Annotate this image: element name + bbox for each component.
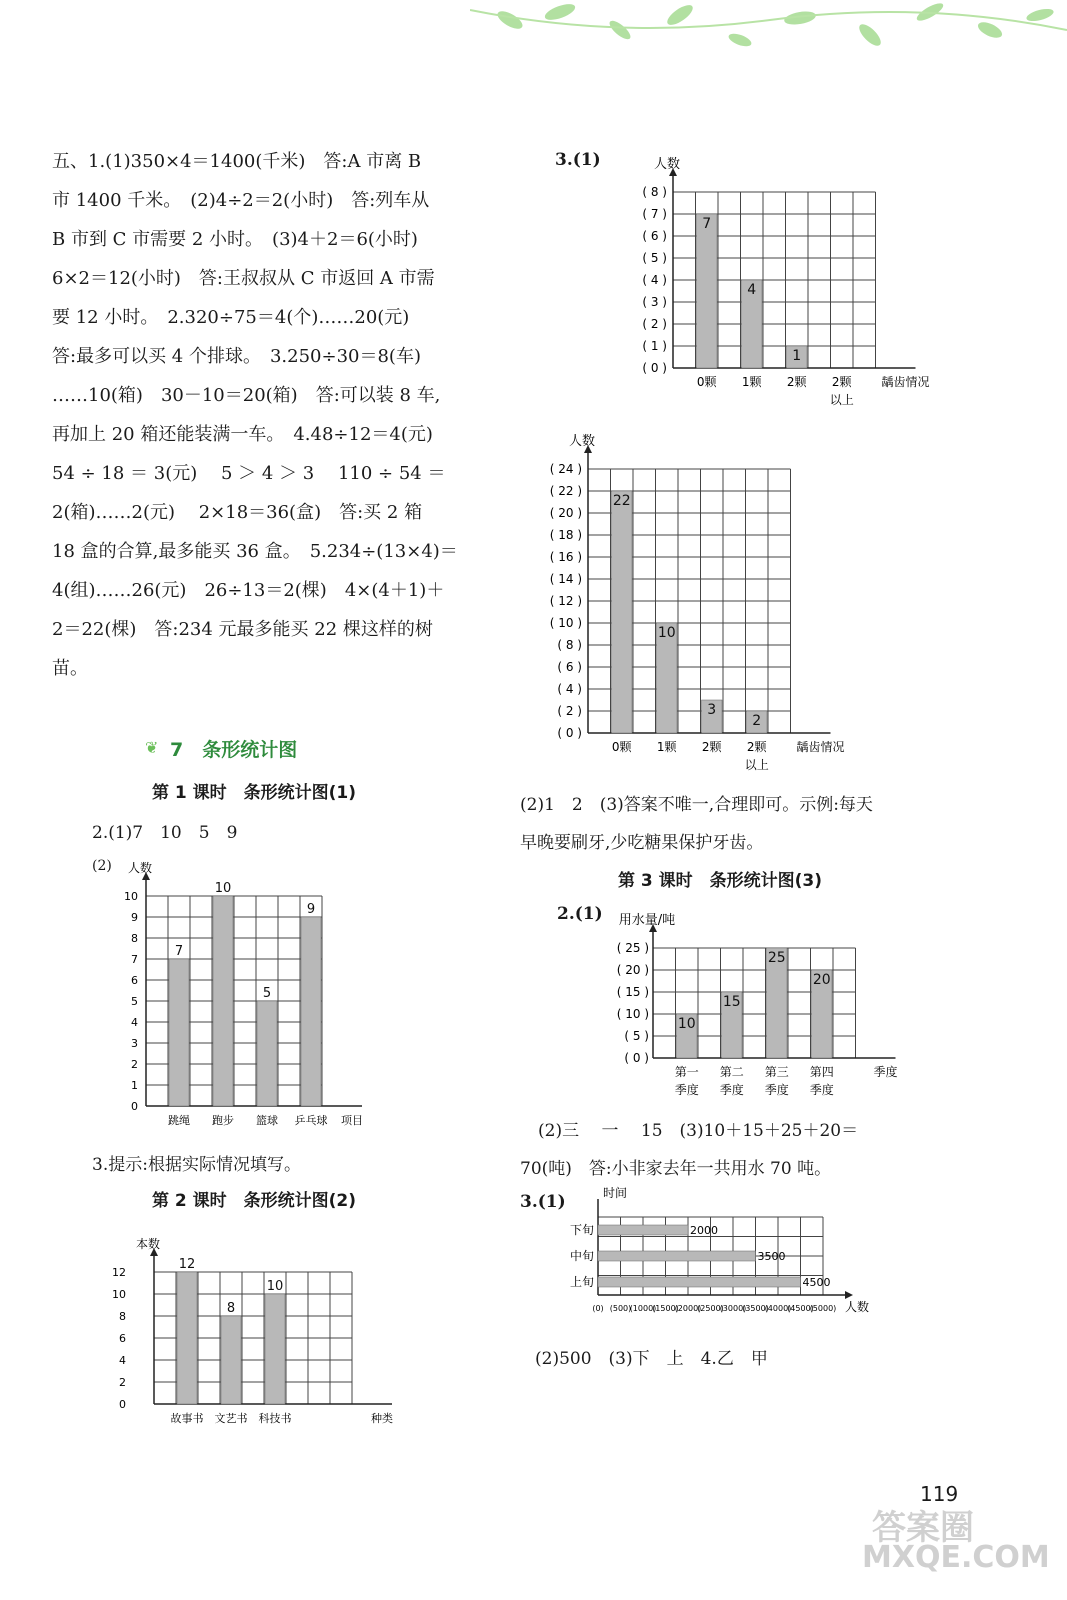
bar-value-label: 25 xyxy=(767,950,786,966)
y-tick-label: ( 5 ) xyxy=(624,1029,649,1043)
y-tick-label: 10 xyxy=(112,1288,126,1301)
answer-line: 答:最多可以买 4 个排球。 3.250÷30＝8(车) xyxy=(52,346,421,367)
bar xyxy=(213,896,233,1106)
answer-line: 市 1400 千米。 (2)4÷2＝2(小时) 答:列车从 xyxy=(52,190,430,211)
x-category-label: 第四 xyxy=(809,1065,834,1079)
y-axis-label: 时间 xyxy=(603,1186,628,1200)
answer-line: 4(组)……26(元) 26÷13＝2(棵) 4×(4＋1)＋ xyxy=(52,580,445,601)
bar xyxy=(612,491,633,733)
x-category-label: 2颗 xyxy=(701,740,722,754)
y-tick-label: ( 6 ) xyxy=(557,660,582,674)
x-category-label: 第一 xyxy=(674,1065,699,1079)
x-tick-label: (1500) xyxy=(652,1304,679,1313)
x-category-label: 季度 xyxy=(719,1083,744,1097)
bar xyxy=(598,1277,801,1287)
chart-visitors xyxy=(560,1186,890,1330)
bar xyxy=(598,1251,756,1261)
answer-line: 再加上 20 箱还能装满一车。 4.48÷12＝4(元) xyxy=(52,424,433,445)
answer-line: 2＝22(棵) 答:234 元最多能买 22 棵这样的树 xyxy=(52,619,433,640)
x-category-label: 故事书 xyxy=(170,1412,204,1425)
y-tick-label: ( 8 ) xyxy=(557,638,582,652)
x-tick-label: (5000) xyxy=(809,1304,837,1313)
answer-line: ……10(箱) 30－10＝20(箱) 答:可以装 8 车, xyxy=(52,385,441,406)
answer-line: 五、1.(1)350×4＝1400(千米) 答:A 市离 B xyxy=(52,151,422,172)
lesson1-q2-1: 2.(1)7 10 5 9 xyxy=(92,823,238,843)
bar-value-label: 4500 xyxy=(802,1276,831,1289)
y-tick-label: 4 xyxy=(131,1016,138,1029)
bar-value-label: 4 xyxy=(747,282,757,298)
y-tick-label: ( 10 ) xyxy=(549,616,582,630)
bar-value-label: 3500 xyxy=(757,1250,786,1263)
y-tick-label: ( 14 ) xyxy=(549,572,582,586)
bar-value-label: 10 xyxy=(266,1279,284,1294)
section-name: 条形统计图 xyxy=(202,739,298,761)
bar xyxy=(177,1272,197,1404)
watermark-logo: 答案圈 xyxy=(872,1508,974,1548)
x-tick-label: (4000) xyxy=(764,1304,792,1313)
lesson3-q2-ans2: 70(吨) 答:小非家去年一共用水 70 吨。 xyxy=(520,1159,832,1179)
lesson3-title: 第 3 课时 条形统计图(3) xyxy=(618,871,823,891)
y-tick-label: 8 xyxy=(131,932,138,945)
x-tick-label: (500) xyxy=(609,1304,632,1313)
bar xyxy=(265,1294,285,1404)
section-number: 7 xyxy=(170,739,184,761)
x-category-label: 季度 xyxy=(674,1083,699,1097)
x-axis-label: 龋齿情况 xyxy=(881,375,930,389)
right-answer-2b: 早晚要刷牙,少吃糖果保护牙齿。 xyxy=(520,833,764,853)
y-axis-label: 用水量/吨 xyxy=(618,913,676,928)
answer-line: 苗。 xyxy=(52,658,88,679)
watermark-url: MXQE.COM xyxy=(862,1540,1050,1575)
answer-line: 18 盒的合算,最多能买 36 盒。 5.234÷(13×4)＝ xyxy=(52,541,458,562)
y-tick-label: ( 7 ) xyxy=(642,207,667,221)
bar-value-label: 10 xyxy=(214,881,232,896)
chart-teeth-small xyxy=(615,148,955,413)
bar xyxy=(301,917,321,1106)
x-category-label: 文艺书 xyxy=(214,1412,248,1425)
bar-value-label: 3 xyxy=(707,702,717,718)
bar-value-label: 7 xyxy=(174,944,184,959)
answer-line: 要 12 小时。 2.320÷75＝4(个)……20(元) xyxy=(52,307,410,328)
y-tick-label: ( 3 ) xyxy=(642,295,667,309)
lesson1-q2-2-label: (2) xyxy=(92,858,112,874)
y-category-label: 下旬 xyxy=(569,1223,594,1237)
y-tick-label: 8 xyxy=(119,1310,126,1323)
y-tick-label: ( 10 ) xyxy=(616,1007,649,1021)
x-category-label: 跑步 xyxy=(212,1114,234,1127)
bar-value-label: 10 xyxy=(657,625,676,641)
y-tick-label: ( 4 ) xyxy=(557,682,582,696)
bar-value-label: 2000 xyxy=(690,1224,718,1237)
bar-value-label: 9 xyxy=(306,902,316,917)
y-tick-label: 2 xyxy=(119,1376,126,1389)
chart-water xyxy=(605,900,915,1105)
y-tick-label: 3 xyxy=(131,1037,138,1050)
x-category-label: 跳绳 xyxy=(168,1114,190,1127)
y-tick-label: 9 xyxy=(131,911,138,924)
x-tick-label: (4500) xyxy=(787,1304,814,1313)
y-axis-label: 人数 xyxy=(568,434,596,449)
x-axis-label: 人数 xyxy=(845,1300,870,1314)
right-q3-1-label: 3.(1) xyxy=(555,150,601,170)
answer-line: 6×2＝12(小时) 答:王叔叔从 C 市返回 A 市需 xyxy=(52,268,435,289)
chart-books xyxy=(92,1224,393,1434)
y-category-label: 上旬 xyxy=(569,1275,594,1289)
answer-line: 54 ÷ 18 ＝ 3(元) 5 ＞ 4 ＞ 3 110 ÷ 54 ＝ xyxy=(52,463,446,484)
lesson3-q2-1-label: 2.(1) xyxy=(557,904,603,924)
x-axis-label: 项目 xyxy=(341,1114,363,1127)
bar-value-label: 15 xyxy=(722,994,741,1010)
y-tick-label: 4 xyxy=(119,1354,126,1367)
lesson1-title: 第 1 课时 条形统计图(1) xyxy=(152,783,357,803)
page-number: 119 xyxy=(920,1482,959,1506)
lesson1-q3: 3.提示:根据实际情况填写。 xyxy=(92,1155,301,1175)
bar-value-label: 10 xyxy=(677,1016,696,1032)
x-tick-label: (0) xyxy=(592,1304,604,1313)
x-tick-label: (3000) xyxy=(719,1304,747,1313)
bar xyxy=(169,959,189,1106)
y-tick-label: 10 xyxy=(124,890,138,903)
bar xyxy=(221,1316,241,1404)
bar-value-label: 8 xyxy=(226,1301,236,1316)
leaf-icon: ❦ xyxy=(145,738,159,757)
bar xyxy=(257,1001,277,1106)
x-axis-label: 龋齿情况 xyxy=(796,740,845,754)
lesson2-title: 第 2 课时 条形统计图(2) xyxy=(152,1191,357,1211)
y-category-label: 中旬 xyxy=(569,1249,594,1263)
x-category-label: 1颗 xyxy=(741,375,762,389)
bar-value-label: 22 xyxy=(612,493,631,509)
y-tick-label: ( 1 ) xyxy=(642,339,667,353)
y-tick-label: 6 xyxy=(119,1332,126,1345)
bar-value-label: 7 xyxy=(702,216,712,232)
x-tick-label: (2000) xyxy=(674,1304,702,1313)
y-tick-label: ( 15 ) xyxy=(616,985,649,999)
section-title xyxy=(170,735,297,762)
y-tick-label: ( 22 ) xyxy=(549,484,582,498)
lesson3-q3-ans: (2)500 (3)下 上 4.乙 甲 xyxy=(535,1349,768,1369)
x-category-label: 篮球 xyxy=(256,1114,278,1127)
leaves-decoration xyxy=(470,0,1067,80)
y-tick-label: ( 2 ) xyxy=(557,704,582,718)
x-category-label: 2颗 xyxy=(786,375,807,389)
y-tick-label: 0 xyxy=(119,1398,126,1411)
x-category-label: 第二 xyxy=(719,1065,744,1079)
x-category-label: 第三 xyxy=(764,1065,789,1079)
y-tick-label: ( 12 ) xyxy=(549,594,582,608)
x-axis-label: 种类 xyxy=(371,1412,393,1425)
bar xyxy=(697,214,718,368)
chart-sport xyxy=(100,860,400,1130)
y-tick-label: 0 xyxy=(131,1100,138,1113)
y-tick-label: 2 xyxy=(131,1058,138,1071)
y-tick-label: 1 xyxy=(131,1079,138,1092)
x-axis-label: 季度 xyxy=(873,1065,898,1079)
y-tick-label: ( 0 ) xyxy=(624,1051,649,1065)
answer-line: 2(箱)……2(元) 2×18＝36(盒) 答:买 2 箱 xyxy=(52,502,423,523)
right-answer-2: (2)1 2 (3)答案不唯一,合理即可。示例:每天 xyxy=(520,795,873,815)
y-tick-label: 7 xyxy=(131,953,138,966)
x-category-label: 季度 xyxy=(809,1083,834,1097)
x-axis-arrow-icon xyxy=(845,1291,853,1299)
y-tick-label: ( 18 ) xyxy=(549,528,582,542)
bar-value-label: 2 xyxy=(752,713,762,729)
x-tick-label: (2500) xyxy=(697,1304,724,1313)
y-axis-label: 人数 xyxy=(653,157,681,172)
x-category-label: 科技书 xyxy=(258,1412,292,1425)
x-category-label: 季度 xyxy=(764,1083,789,1097)
y-tick-label: 6 xyxy=(131,974,138,987)
x-category-label: 以上 xyxy=(744,758,769,772)
y-axis-label: 人数 xyxy=(127,861,153,875)
x-tick-label: (3500) xyxy=(742,1304,769,1313)
answer-line: B 市到 C 市需要 2 小时。 (3)4＋2＝6(小时) xyxy=(52,229,418,250)
y-tick-label: ( 25 ) xyxy=(616,941,649,955)
lesson3-q3-label: 3.(1) xyxy=(520,1192,566,1212)
bar-value-label: 20 xyxy=(812,972,831,988)
y-tick-label: ( 2 ) xyxy=(642,317,667,331)
y-tick-label: ( 24 ) xyxy=(549,462,582,476)
left-answer-text xyxy=(52,142,482,688)
x-category-label: 1颗 xyxy=(656,740,677,754)
bar-value-label: 12 xyxy=(178,1257,196,1272)
y-tick-label: ( 20 ) xyxy=(616,963,649,977)
chart-teeth-large xyxy=(535,428,875,778)
x-category-label: 0颗 xyxy=(611,740,632,754)
y-tick-label: ( 5 ) xyxy=(642,251,667,265)
y-tick-label: 12 xyxy=(112,1266,126,1279)
y-tick-label: ( 20 ) xyxy=(549,506,582,520)
y-axis-label: 本数 xyxy=(135,1237,161,1251)
x-category-label: 乒乓球 xyxy=(294,1114,328,1127)
y-tick-label: ( 8 ) xyxy=(642,185,667,199)
y-tick-label: ( 16 ) xyxy=(549,550,582,564)
x-category-label: 以上 xyxy=(829,393,854,407)
lesson3-q2-ans: (2)三 一 15 (3)10＋15＋25＋20＝ xyxy=(538,1121,859,1141)
y-tick-label: ( 0 ) xyxy=(557,726,582,740)
bar xyxy=(598,1225,688,1235)
bar-value-label: 1 xyxy=(792,348,802,364)
y-tick-label: ( 4 ) xyxy=(642,273,667,287)
x-category-label: 0颗 xyxy=(696,375,717,389)
y-tick-label: ( 0 ) xyxy=(642,361,667,375)
y-tick-label: 5 xyxy=(131,995,138,1008)
x-category-label: 2颗 xyxy=(746,740,767,754)
y-tick-label: ( 6 ) xyxy=(642,229,667,243)
bar-value-label: 5 xyxy=(262,986,272,1001)
x-tick-label: (1000) xyxy=(629,1304,657,1313)
x-category-label: 2颗 xyxy=(831,375,852,389)
